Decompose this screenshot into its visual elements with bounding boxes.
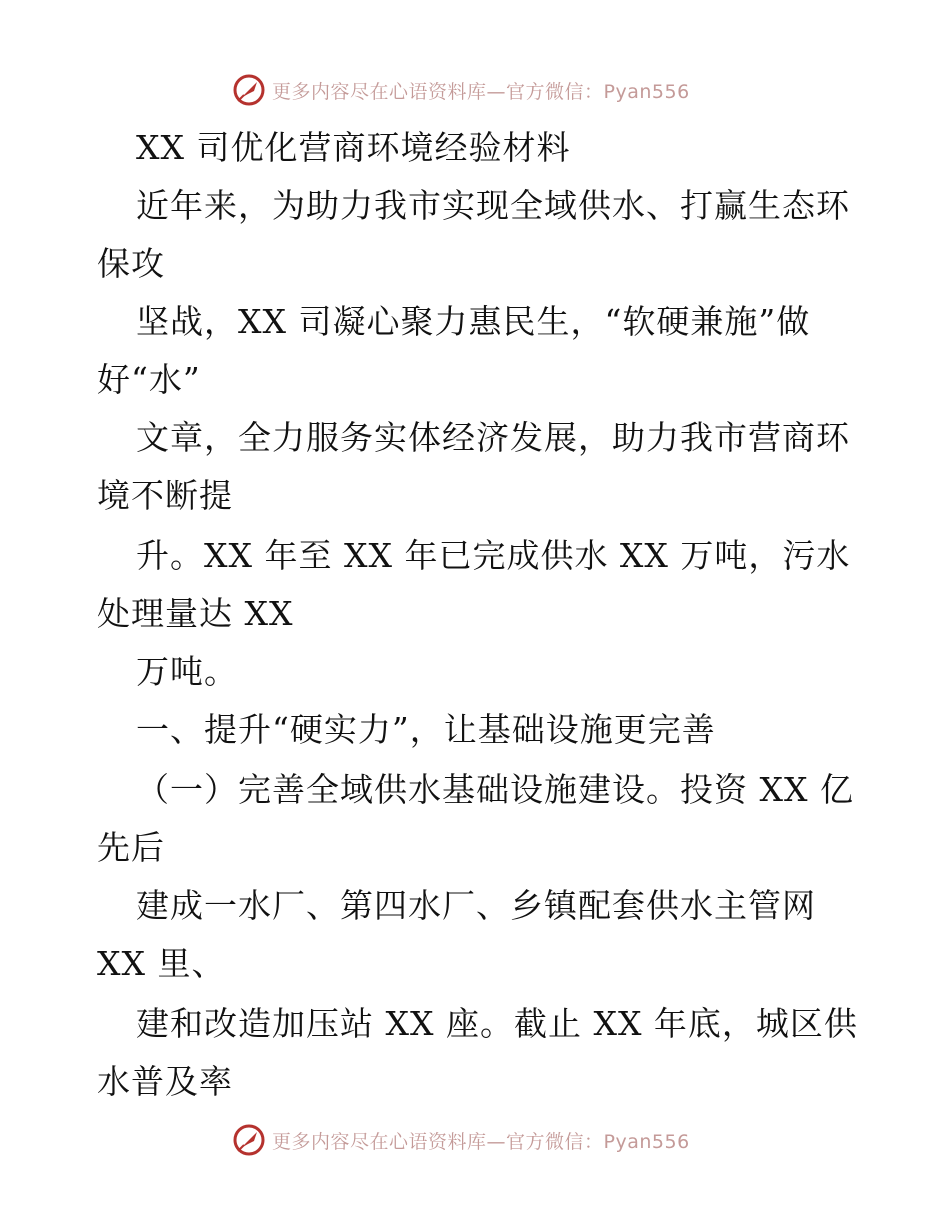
paragraph-line: XX 里、 bbox=[97, 944, 226, 983]
watermark-text: 更多内容尽在心语资料库—官方微信：Pyan556 bbox=[272, 80, 690, 103]
section-heading: 一、提升“硬实力”，让基础设施更完善 bbox=[136, 710, 716, 749]
quill-pen-logo-icon bbox=[232, 73, 266, 107]
paragraph-line: 文章，全力服务实体经济发展，助力我市营商环 bbox=[136, 418, 850, 457]
quill-pen-logo-icon bbox=[232, 1123, 266, 1157]
paragraph-line: 好“水” bbox=[97, 360, 201, 399]
paragraph-line: 境不断提 bbox=[97, 476, 233, 515]
paragraph-line: 万吨。 bbox=[136, 652, 238, 691]
paragraph-line: 升。XX 年至 XX 年已完成供水 XX 万吨，污水 bbox=[136, 536, 851, 575]
watermark-text: 更多内容尽在心语资料库—官方微信：Pyan556 bbox=[272, 1130, 690, 1153]
paragraph-line: 坚战，XX 司凝心聚力惠民生，“软硬兼施”做 bbox=[136, 302, 811, 341]
header-watermark-banner bbox=[232, 70, 712, 110]
document-title: XX 司优化营商环境经验材料 bbox=[136, 128, 571, 167]
paragraph-line: 保攻 bbox=[97, 244, 165, 283]
paragraph-line: 近年来，为助力我市实现全域供水、打赢生态环 bbox=[136, 186, 850, 225]
paragraph-line: 水普及率 bbox=[97, 1062, 233, 1101]
subsection-heading-line: （一）完善全域供水基础设施建设。投资 XX 亿 bbox=[136, 770, 854, 809]
paragraph-line: 建和改造加压站 XX 座。截止 XX 年底，城区供 bbox=[136, 1004, 858, 1043]
paragraph-line: 建成一水厂、第四水厂、乡镇配套供水主管网 bbox=[136, 886, 816, 925]
paragraph-line: 处理量达 XX bbox=[97, 594, 294, 633]
paragraph-line: 先后 bbox=[97, 828, 165, 867]
footer-watermark-banner bbox=[232, 1120, 712, 1160]
